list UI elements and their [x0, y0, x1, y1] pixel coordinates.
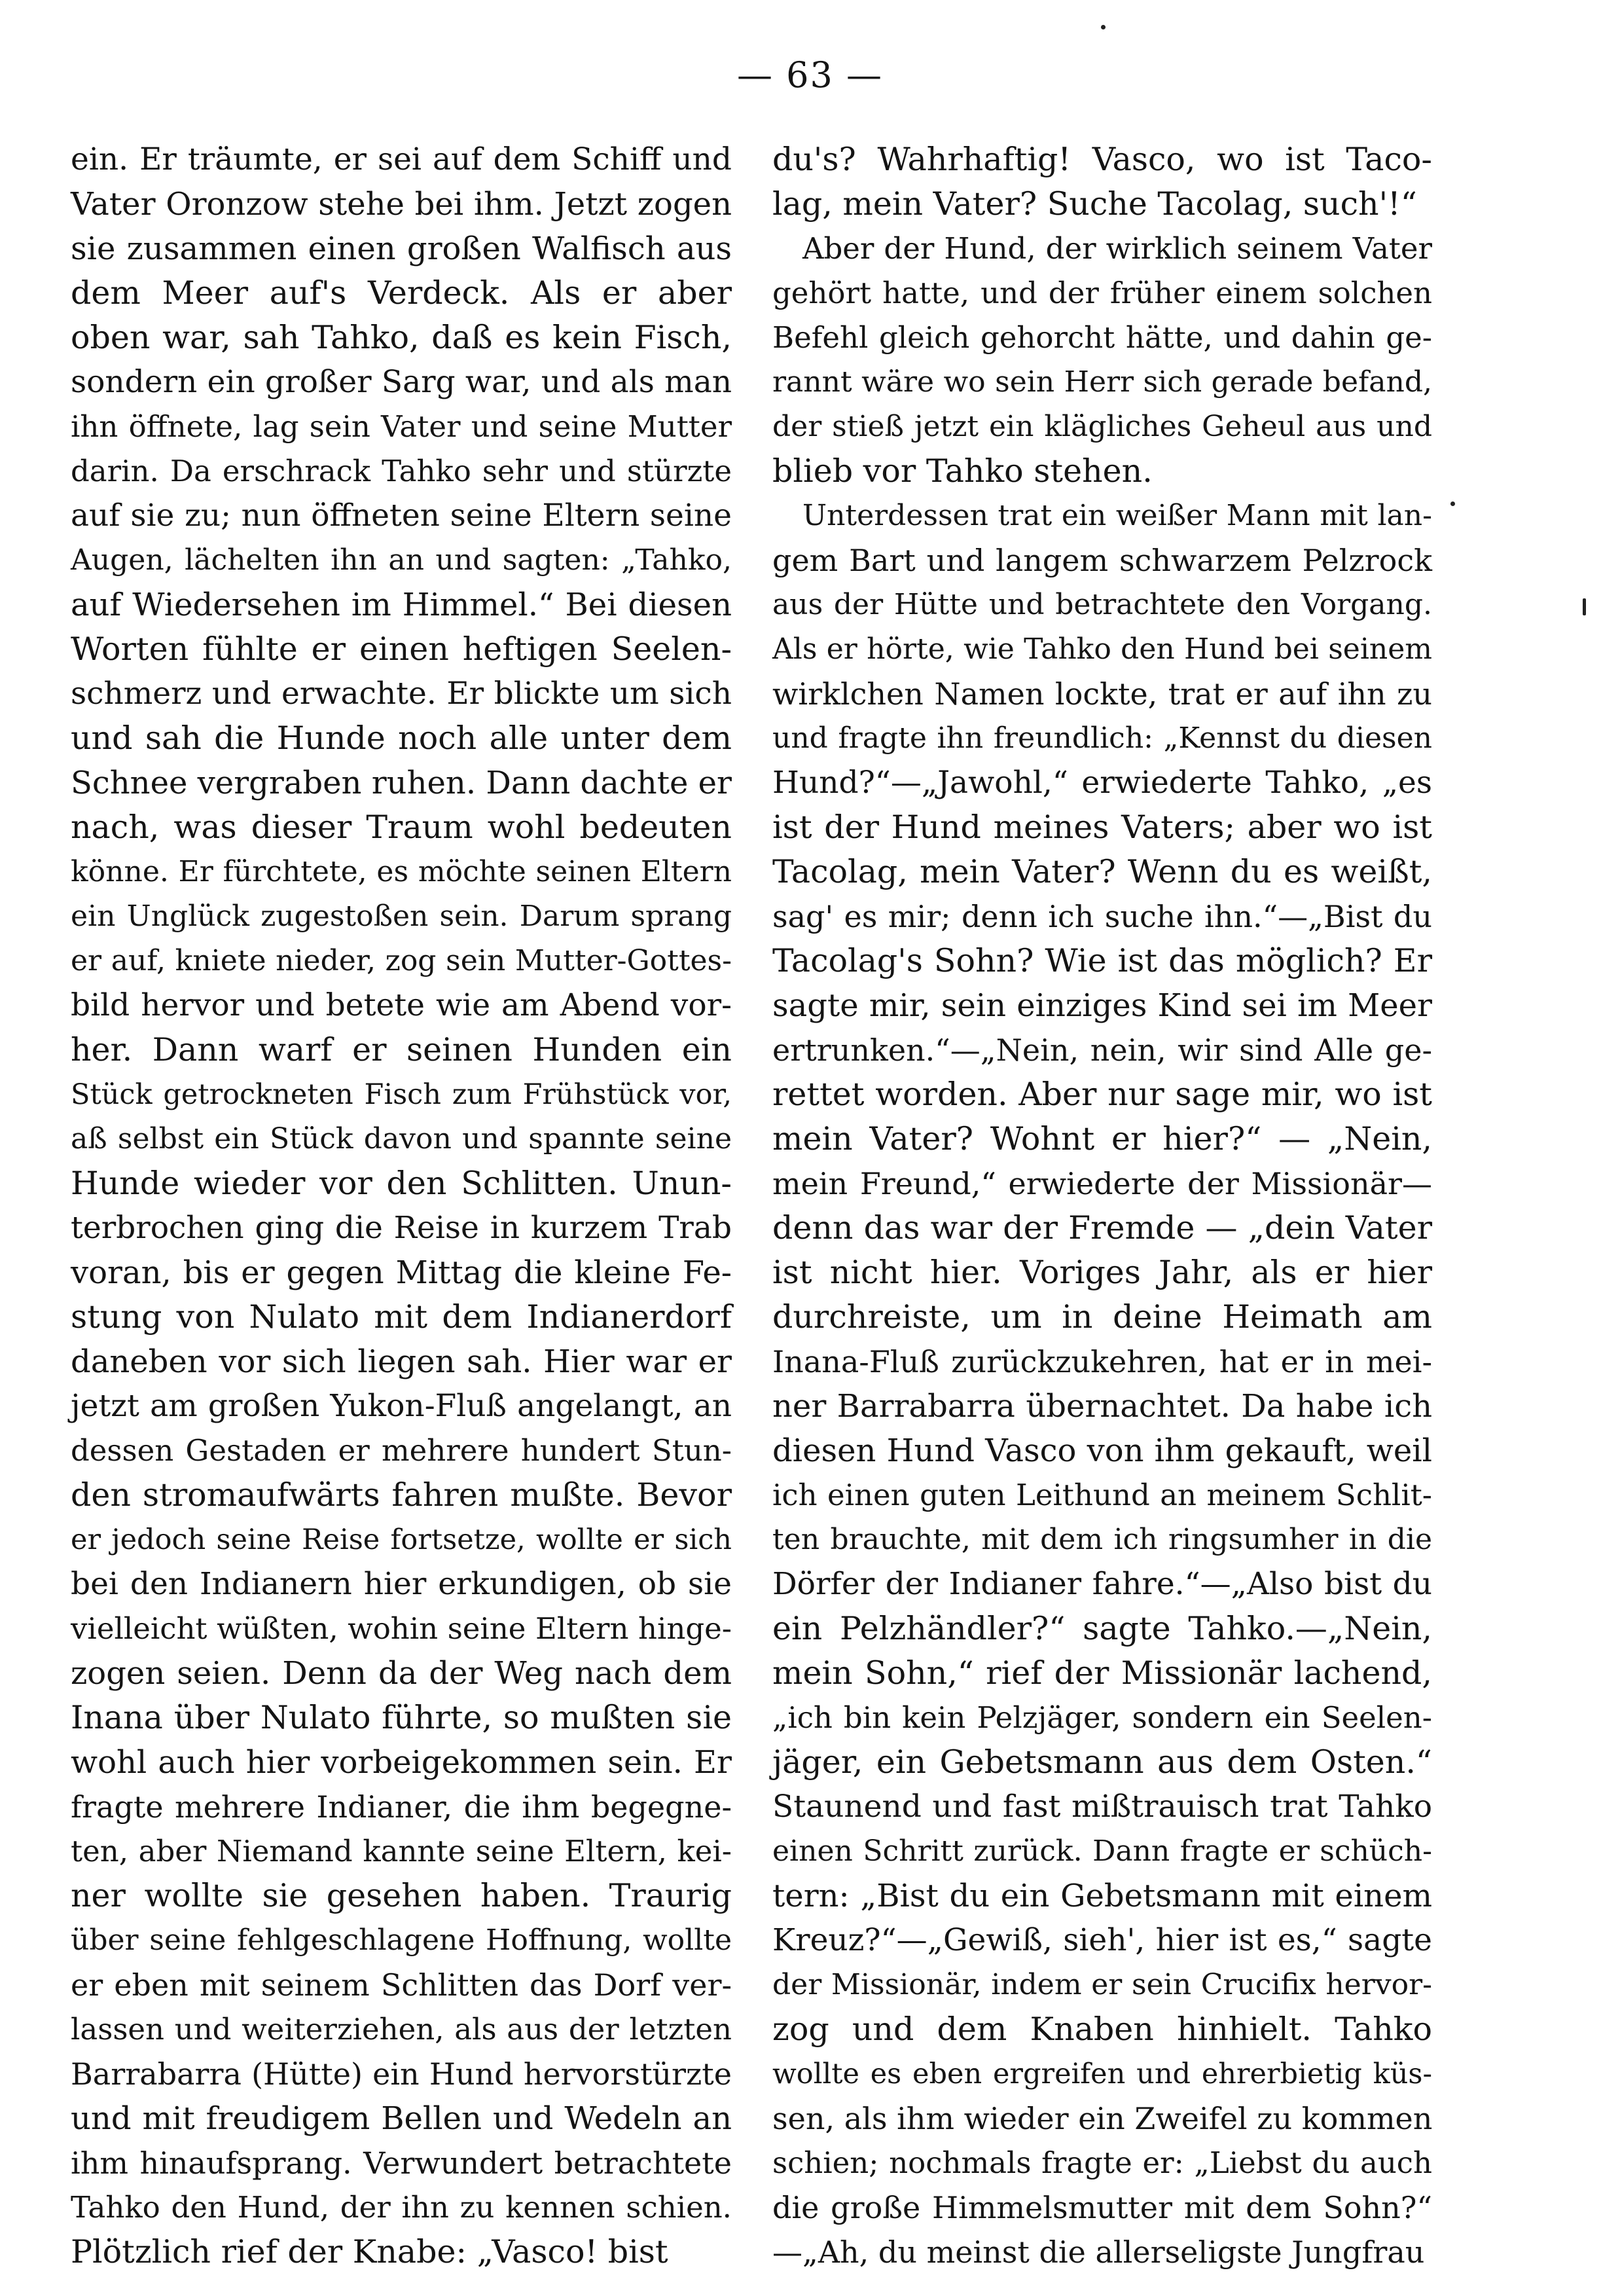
text-line: Vater Oronzow stehe bei ihm. Jetzt zogen [71, 186, 732, 223]
text-line: jetzt am großen Yukon-Fluß angelangt, an [71, 1388, 732, 1424]
text-line: den stromaufwärts fahren mußte. Bevor [71, 1476, 732, 1514]
text-line: ich einen guten Leithund an meinem Schlit- [772, 1478, 1432, 1512]
left-text-column [71, 137, 732, 2274]
text-line: Stück getrockneten Fisch zum Frühstück vor, [71, 1078, 732, 1111]
text-line: der stieß jetzt ein klägliches Geheul aus und [772, 410, 1432, 443]
scan-speck [1101, 25, 1106, 29]
text-line: wohl auch hier vorbeigekommen sein. Er [71, 1744, 732, 1781]
text-line: könne. Er fürchtete, es möchte seinen Eltern [71, 855, 732, 888]
text-line: auf sie zu; nun öffneten seine Eltern seine [71, 498, 732, 534]
text-line: Plötzlich rief der Knabe: „Vasco! bist [71, 2233, 668, 2270]
text-line: ein Unglück zugestoßen sein. Darum sprang [71, 900, 732, 933]
text-line: ist der Hund meines Vaters; aber wo ist [772, 809, 1432, 846]
text-line: ist nicht hier. Voriges Jahr, als er hier [772, 1254, 1432, 1291]
scan-speck [1450, 501, 1455, 506]
text-line: „ich bin kein Pelzjäger, sondern ein Seelen- [772, 1700, 1432, 1735]
paragraph-start-line: Aber der Hund, der wirklich seinem Vater [802, 231, 1432, 266]
text-line: Barrabarra (Hütte) ein Hund hervorstürzte [71, 2056, 732, 2092]
text-line: denn das war der Fremde — „dein Vater [772, 1209, 1432, 1247]
text-line: schien; nochmals fragte er: „Liebst du auch [772, 2145, 1432, 2180]
text-line: blieb vor Tahko stehen. [772, 452, 1153, 490]
text-line: sagte mir, sein einziges Kind sei im Meer [772, 987, 1432, 1024]
text-line: tern: „Bist du ein Gebetsmann mit einem [772, 1878, 1432, 1914]
text-line: und fragte ihn freundlich: „Kennst du diesen [772, 721, 1432, 755]
text-line: und mit freudigem Bellen und Wedeln an [71, 2100, 732, 2137]
text-line: diesen Hund Vasco von ihm gekauft, weil [772, 1432, 1432, 1469]
text-line: der Missionär, indem er sein Crucifix hervor- [772, 1968, 1432, 2001]
text-line: gehört hatte, und der früher einem solchen [772, 276, 1432, 310]
text-line: stung von Nulato mit dem Indianerdorf [71, 1298, 732, 1336]
text-line: Tahko den Hund, der ihn zu kennen schien. [71, 2190, 732, 2225]
text-line: sondern ein großer Sarg war, und als man [71, 364, 732, 400]
text-line: jäger, ein Gebetsmann aus dem Osten.“ [772, 1743, 1432, 1781]
text-line: Hunde wieder vor den Schlitten. Unun- [71, 1165, 732, 1202]
text-line: Dörfer der Indianer fahre.“—„Also bist du [772, 1566, 1432, 1602]
text-line: fragte mehrere Indianer, die ihm begegne- [71, 1789, 732, 1825]
text-line: Inana-Fluß zurückzukehren, hat er in mei- [772, 1344, 1432, 1379]
text-line: einen Schritt zurück. Dann fragte er schüch- [772, 1834, 1432, 1868]
text-line: schmerz und erwachte. Er blickte um sich [71, 676, 732, 712]
text-line: voran, bis er gegen Mittag die kleine Fe- [71, 1254, 732, 1291]
text-line: bild hervor und betete wie am Abend vor- [71, 987, 732, 1023]
text-line: rannt wäre wo sein Herr sich gerade befand, [772, 365, 1432, 399]
text-line: Als er hörte, wie Tahko den Hund bei seinem [772, 632, 1432, 666]
text-line: lag, mein Vater? Suche Tacolag, such'!“ [772, 185, 1417, 223]
right-text-column [772, 137, 1432, 2274]
text-line: ertrunken.“—„Nein, nein, wir sind Alle ge- [772, 1032, 1432, 1068]
text-line: wollte es eben ergreifen und ehrerbietig küs- [772, 2058, 1432, 2090]
text-line: vielleicht wüßten, wohin seine Eltern hinge- [71, 1611, 732, 1646]
text-line: Schnee vergraben ruhen. Dann dachte er [71, 765, 732, 801]
text-line: Hund?“—„Jawohl,“ erwiederte Tahko, „es [772, 765, 1432, 801]
text-line: mein Freund,“ erwiederte der Missionär— [772, 1166, 1432, 1201]
text-line: ner wollte sie gesehen haben. Traurig [71, 1877, 732, 1914]
text-line: nach, was dieser Traum wohl bedeuten [71, 809, 732, 846]
text-line: er eben mit seinem Schlitten das Dorf ver- [71, 1967, 732, 2003]
text-line: zogen seien. Denn da der Weg nach dem [71, 1655, 732, 1692]
text-line: sie zusammen einen großen Walfisch aus [71, 230, 732, 267]
text-line: dessen Gestaden er mehrere hundert Stun- [71, 1433, 732, 1468]
text-line: daneben vor sich liegen sah. Hier war er [71, 1343, 732, 1380]
text-line: lassen und weiterziehen, als aus der letzten [71, 2012, 732, 2047]
text-line: dem Meer auf's Verdeck. Als er aber [71, 274, 732, 312]
text-line: ten brauchte, mit dem ich ringsumher in die [772, 1523, 1432, 1556]
paragraph-start-line: Unterdessen trat ein weißer Mann mit lan- [802, 499, 1432, 532]
text-line: sag' es mir; denn ich suche ihn.“—„Bist du [772, 899, 1432, 934]
scan-speck [1583, 598, 1586, 615]
text-line: Augen, lächelten ihn an und sagten: „Tahko, [71, 543, 732, 577]
text-line: mein Vater? Wohnt er hier?“ — „Nein, [772, 1120, 1432, 1157]
text-line: über seine fehlgeschlagene Hoffnung, wollte [71, 1923, 732, 1957]
text-line: Kreuz?“—„Gewiß, sieh', hier ist es,“ sagte [772, 1922, 1432, 1958]
text-line: aus der Hütte und betrachtete den Vorgang. [772, 588, 1432, 621]
text-line: ein Pelzhändler?“ sagte Tahko.—„Nein, [772, 1610, 1432, 1647]
text-line: ihn öffnete, lag sein Vater und seine Mutter [71, 409, 732, 444]
text-line: Inana über Nulato führte, so mußten sie [71, 1699, 732, 1736]
text-line: wirklchen Namen lockte, trat er auf ihn zu [772, 676, 1432, 712]
text-line: ein. Er träumte, er sei auf dem Schiff und [71, 141, 732, 177]
text-line: Tacolag's Sohn? Wie ist das möglich? Er [772, 942, 1432, 979]
text-line: auf Wiedersehen im Himmel.“ Bei diesen [71, 587, 732, 623]
text-line: aß selbst ein Stück davon und spannte seine [71, 1122, 732, 1156]
text-line: sen, als ihm wieder ein Zweifel zu kommen [772, 2101, 1433, 2136]
text-line: er jedoch seine Reise fortsetze, wollte er sich [71, 1523, 732, 1556]
text-line: gem Bart und langem schwarzem Pelzrock [772, 543, 1432, 578]
text-line: terbrochen ging die Reise in kurzem Trab [71, 1210, 732, 1246]
text-line: —„Ah, du meinst die allerseligste Jungfrau [772, 2234, 1425, 2270]
text-line: Worten fühlte er einen heftigen Seelen- [71, 630, 732, 668]
text-line: durchreiste, um in deine Heimath am [772, 1298, 1432, 1336]
text-line: rettet worden. Aber nur sage mir, wo ist [772, 1076, 1432, 1113]
text-line: Staunend und fast mißtrauisch trat Tahko [772, 1789, 1432, 1825]
text-line: her. Dann warf er seinen Hunden ein [71, 1031, 732, 1068]
text-line: darin. Da erschrack Tahko sehr und stürzte [71, 454, 732, 488]
text-line: und sah die Hunde noch alle unter dem [71, 720, 732, 757]
text-line: ner Barrabarra übernachtet. Da habe ich [772, 1388, 1432, 1425]
text-line: Befehl gleich gehorcht hätte, und dahin ge- [772, 320, 1432, 355]
text-line: er auf, kniete nieder, zog sein Mutter-Gottes- [71, 944, 732, 977]
page-number: — 63 — [736, 54, 884, 96]
text-line: ten, aber Niemand kannte seine Eltern, kei- [71, 1834, 732, 1868]
text-line: mein Sohn,“ rief der Missionär lachend, [772, 1654, 1432, 1692]
text-line: Tacolag, mein Vater? Wenn du es weißt, [772, 853, 1432, 890]
text-line: zog und dem Knaben hinhielt. Tahko [772, 2011, 1432, 2048]
text-line: oben war, sah Tahko, daß es kein Fisch, [71, 319, 732, 356]
text-line: bei den Indianern hier erkundigen, ob sie [71, 1566, 732, 1602]
text-line: du's? Wahrhaftig! Vasco, wo ist Taco- [772, 141, 1432, 178]
text-line: ihm hinaufsprang. Verwundert betrachtete [71, 2145, 732, 2181]
text-line: die große Himmelsmutter mit dem Sohn?“ [772, 2190, 1432, 2225]
